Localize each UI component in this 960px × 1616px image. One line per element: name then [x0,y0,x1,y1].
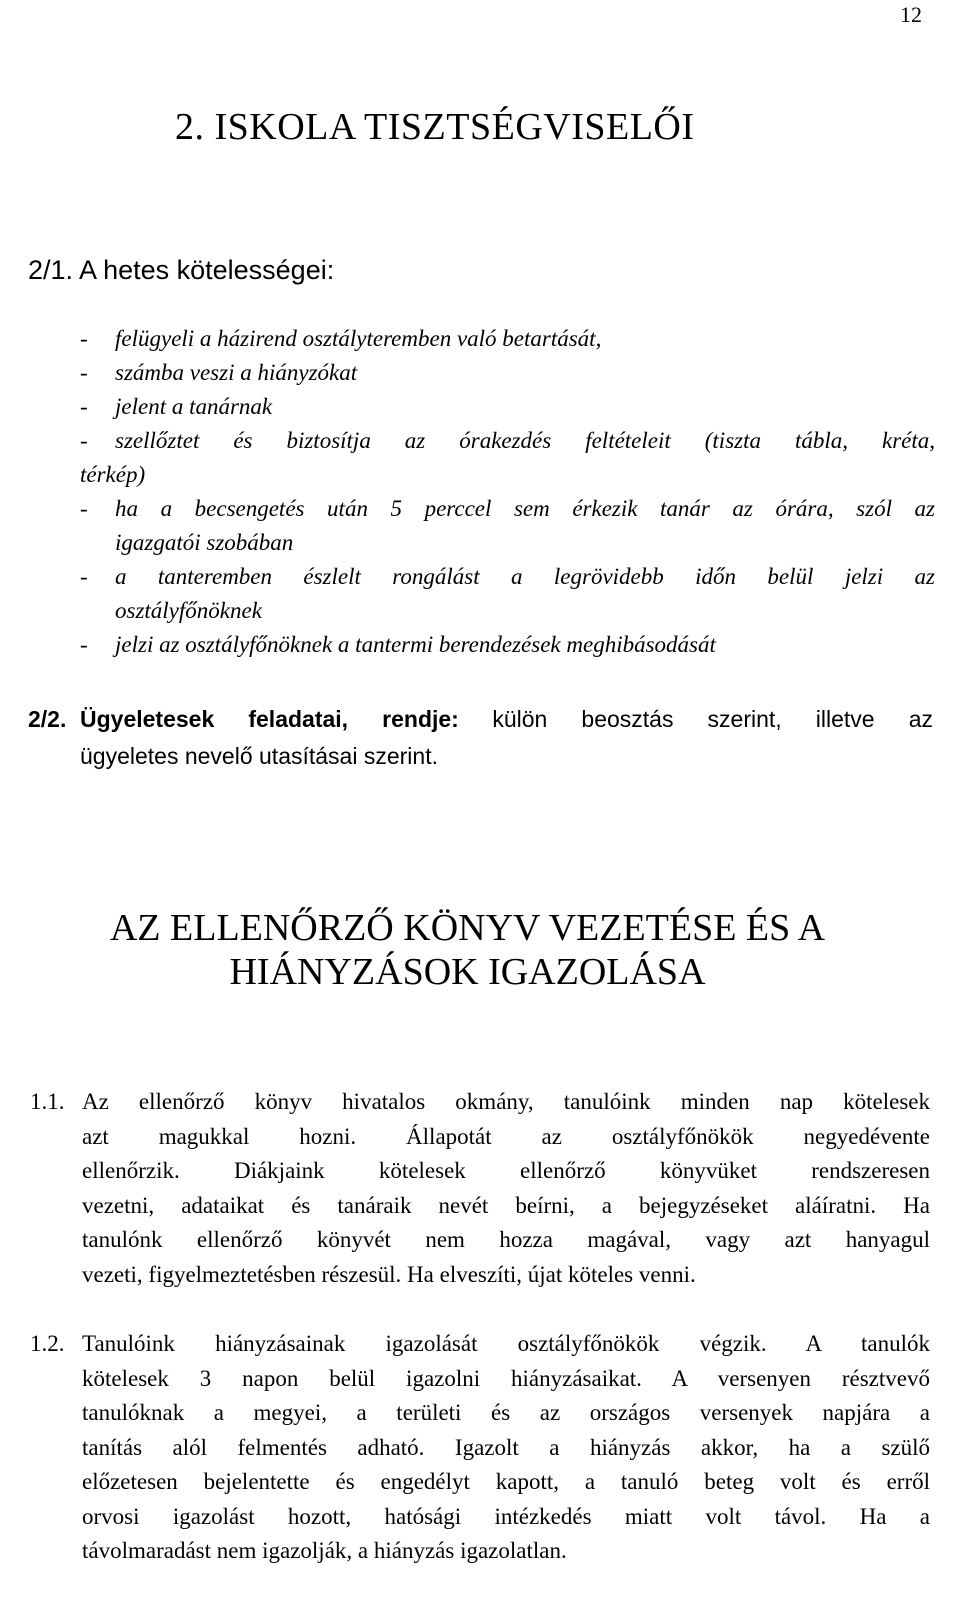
section-22-text-continuation: ügyeletes nevelő utasításai szerint. [80,743,438,769]
duty-item [80,390,935,424]
paragraph-line: ellenőrzik. Diákjaink kötelesek ellenőrző könyvüket rendszeresen [82,1158,930,1183]
section-22-label: Ügyeletesek feladatai, rendje: [80,706,459,732]
duties-list [80,322,935,662]
list-dash: - [80,428,88,453]
duty-text-continuation: igazgatói szobában [115,530,294,555]
duty-text-continuation: térkép) [80,462,146,487]
paragraph-number: 1.2. [30,1331,65,1356]
paragraph-line: tanítás alól felmentés adható. Igazolt a hiányzás akkor, ha a szülő [82,1434,930,1460]
main-heading-line: AZ ELLENŐRZŐ KÖNYV VEZETÉSE ÉS A [109,907,826,949]
section-22-first-line [80,701,933,738]
list-dash: - [80,394,88,419]
duty-item [80,492,935,560]
duty-text: a tanteremben észlelt rongálást a legrövidebb időn belül jelzi az [115,564,935,589]
list-dash: - [80,632,88,657]
paragraph-line: tanulóknak a megyei, a területi és az országos versenyek napjára a [82,1400,930,1425]
paragraph-line: Tanulóink hiányzásainak igazolását osztályfőnökök végzik. A tanulók [82,1331,930,1356]
paragraph-line: Az ellenőrző könyv hivatalos okmány, tanulóink minden nap kötelesek [82,1089,930,1114]
duty-text: szellőztet és biztosítja az órakezdés feltételeit (tiszta tábla, kréta, [115,428,935,453]
duty-item [80,322,935,356]
duty-item [80,560,935,628]
paragraph-line: vezetni, adataikat és tanáraik nevét beírni, a bejegyzéseket aláíratni. Ha [82,1192,930,1218]
paragraph-line: azt magukkal hozni. Állapotát az osztályfőnökök negyedévente [82,1123,930,1149]
paragraph-line: vezeti, figyelmeztetésben részesül. Ha elveszíti, újat köteles venni. [82,1261,696,1287]
duty-item [80,424,935,492]
duty-text: jelent a tanárnak [115,394,273,419]
duty-text: ha a becsengetés után 5 perccel sem érkezik tanár az órára, szól az [115,496,935,521]
chapter-title: 2. ISKOLA TISZTSÉGVISELŐI [175,106,695,148]
list-dash: - [80,564,88,589]
duty-text: jelzi az osztályfőnöknek a tantermi berendezések meghibásodását [115,632,716,657]
duty-text: felügyeli a házirend osztályteremben való betartását, [115,326,602,351]
paragraph-line: orvosi igazolást hozott, hatósági intézkedés miatt volt távol. Ha a [82,1503,930,1529]
duty-item [80,356,935,390]
paragraph-line: előzetesen bejelentette és engedélyt kapott, a tanuló beteg volt és erről [82,1469,930,1494]
main-heading-line: HIÁNYZÁSOK IGAZOLÁSA [229,951,706,993]
paragraph-1-1 [30,1085,930,1292]
section-22 [28,701,933,774]
duty-text-continuation: osztályfőnöknek [115,598,262,623]
paragraph-number: 1.1. [30,1089,65,1114]
paragraph-line: távolmaradást nem igazolják, a hiányzás igazolatlan. [82,1538,567,1563]
duty-item [80,628,935,662]
section-22-number: 2/2. [28,706,67,732]
list-dash: - [80,326,88,351]
main-heading [30,906,905,994]
duty-text: számba veszi a hiányzókat [115,360,358,385]
paragraph-line: tanulónk ellenőrző könyvét nem hozza magával, vagy azt hanyagul [82,1227,930,1252]
page-number: 12 [900,2,922,27]
section-22-text: külön beosztás szerint, illetve az [492,706,933,732]
paragraph-1-2 [30,1327,930,1569]
list-dash: - [80,496,88,521]
paragraph-line: kötelesek 3 napon belül igazolni hiányzásaikat. A versenyen résztvevő [82,1365,930,1391]
section-21-heading: 2/1. A hetes kötelességei: [28,255,335,285]
list-dash: - [80,360,88,385]
